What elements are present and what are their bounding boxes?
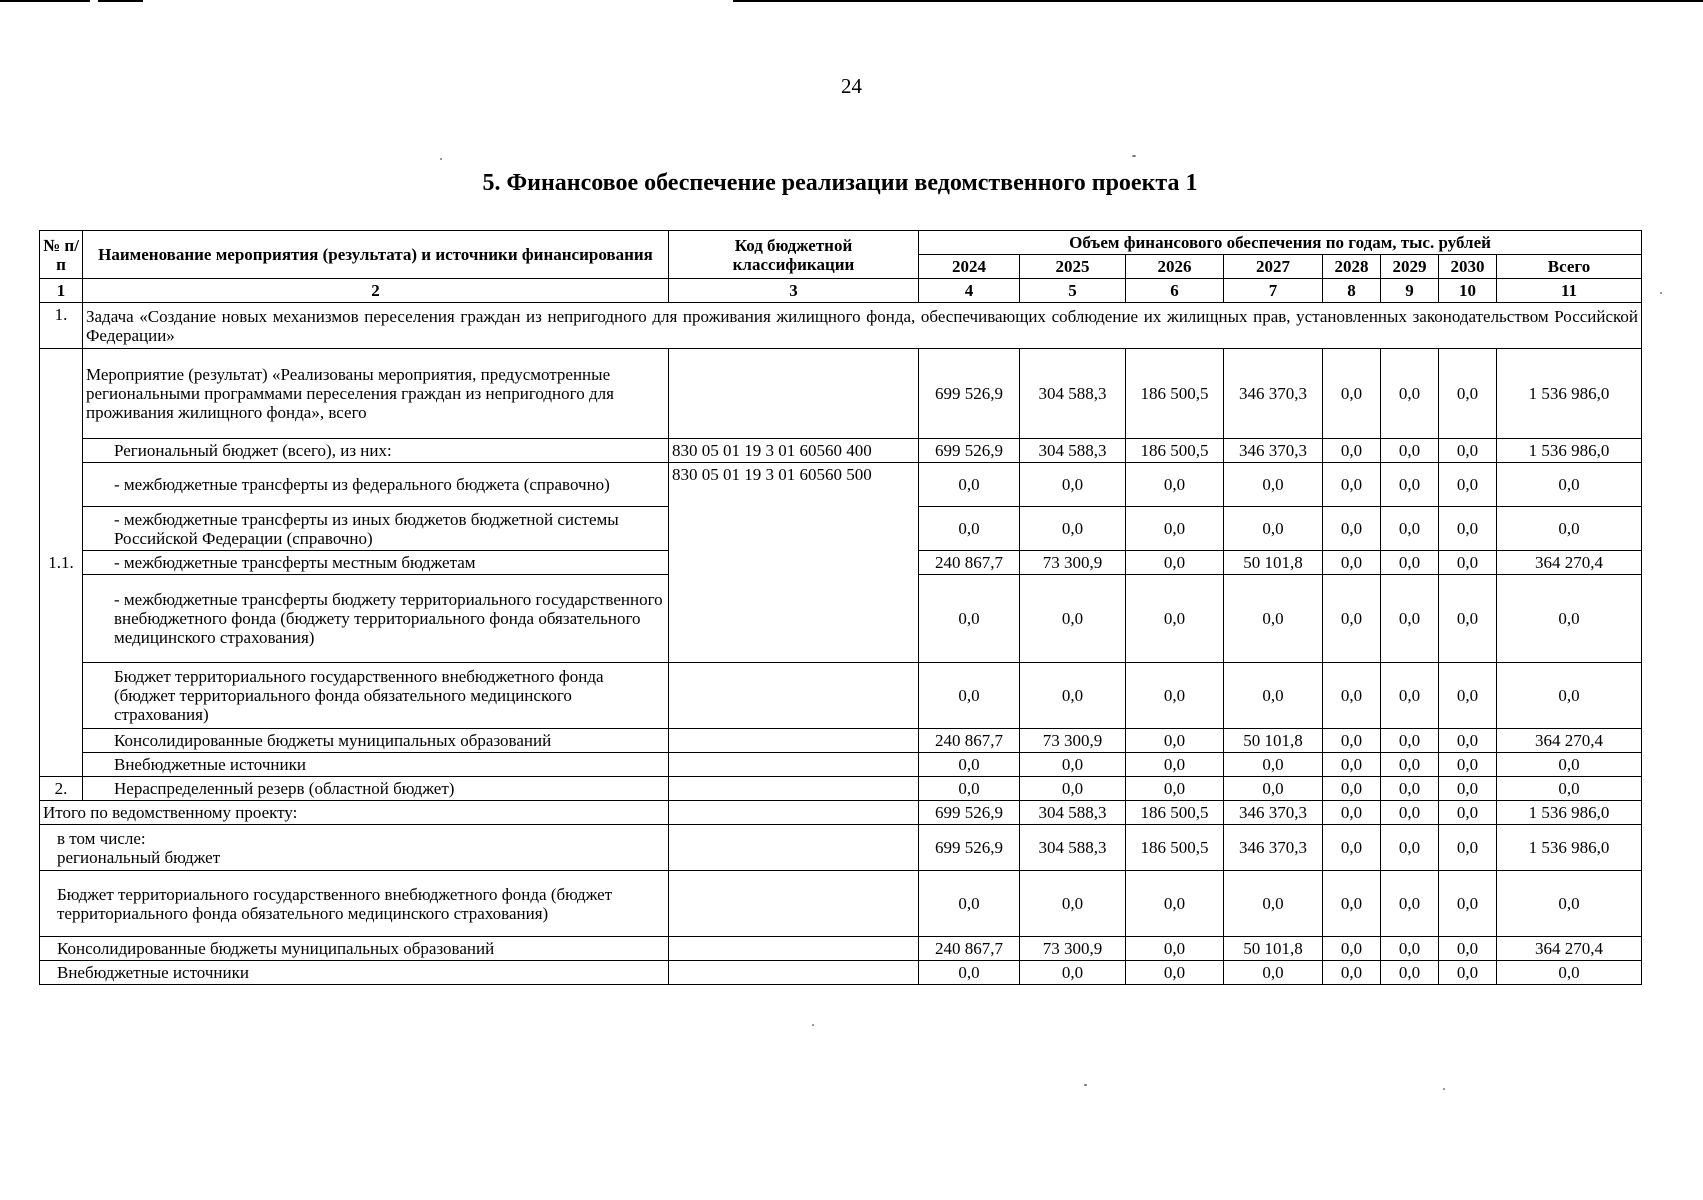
value-cell: 0,0 — [1323, 825, 1381, 871]
value-cell: 0,0 — [1020, 777, 1126, 801]
value-cell: 0,0 — [1224, 575, 1323, 663]
value-cell: 1 536 986,0 — [1497, 825, 1642, 871]
code-cell — [669, 729, 919, 753]
header-year: Всего — [1497, 255, 1642, 279]
value-cell: 186 500,5 — [1126, 825, 1224, 871]
value-cell: 0,0 — [1497, 961, 1642, 985]
value-cell: 50 101,8 — [1224, 551, 1323, 575]
value-cell: 0,0 — [1381, 463, 1439, 507]
value-cell: 0,0 — [1439, 937, 1497, 961]
code-cell — [669, 937, 919, 961]
value-cell: 346 370,3 — [1224, 801, 1323, 825]
task-num: 1. — [40, 303, 83, 349]
total-name-line: в том числе: — [57, 828, 146, 848]
column-number: 7 — [1224, 279, 1323, 303]
value-cell: 0,0 — [1224, 777, 1323, 801]
value-cell: 0,0 — [1381, 871, 1439, 937]
total-row — [40, 871, 1642, 937]
value-cell: 0,0 — [1020, 575, 1126, 663]
column-number: 10 — [1439, 279, 1497, 303]
value-cell: 0,0 — [1020, 463, 1126, 507]
value-cell: 0,0 — [1381, 937, 1439, 961]
value-cell: 0,0 — [1323, 777, 1381, 801]
value-cell: 0,0 — [1323, 463, 1381, 507]
value-cell: 0,0 — [1323, 753, 1381, 777]
table-row — [40, 349, 1642, 439]
value-cell: 0,0 — [1497, 463, 1642, 507]
value-cell: 0,0 — [1381, 507, 1439, 551]
table-row — [40, 663, 1642, 729]
value-cell: 0,0 — [1323, 961, 1381, 985]
value-cell: 0,0 — [1126, 551, 1224, 575]
row-name: Региональный бюджет (всего), из них: — [83, 439, 669, 463]
top-rule-left — [0, 0, 90, 2]
value-cell: 73 300,9 — [1020, 729, 1126, 753]
value-cell: 0,0 — [919, 753, 1020, 777]
value-cell: 0,0 — [919, 961, 1020, 985]
value-cell: 0,0 — [1497, 777, 1642, 801]
value-cell: 0,0 — [1020, 753, 1126, 777]
value-cell: 364 270,4 — [1497, 551, 1642, 575]
value-cell: 699 526,9 — [919, 825, 1020, 871]
value-cell: 364 270,4 — [1497, 937, 1642, 961]
value-cell: 0,0 — [1020, 663, 1126, 729]
value-cell: 186 500,5 — [1126, 439, 1224, 463]
code-cell — [669, 871, 919, 937]
value-cell: 50 101,8 — [1224, 937, 1323, 961]
table-row — [40, 439, 1642, 463]
value-cell: 240 867,7 — [919, 729, 1020, 753]
total-name: Итого по ведомственному проекту: — [40, 801, 669, 825]
row-name: Мероприятие (результат) «Реализованы мероприятия, предусмотренные региональными программами переселения граждан из непригодного для проживания жилищного фонда», всего — [83, 349, 669, 439]
column-number: 3 — [669, 279, 919, 303]
header-year: 2026 — [1126, 255, 1224, 279]
value-cell: 50 101,8 — [1224, 729, 1323, 753]
total-row — [40, 937, 1642, 961]
value-cell: 304 588,3 — [1020, 825, 1126, 871]
value-cell: 0,0 — [1323, 801, 1381, 825]
value-cell: 0,0 — [1020, 871, 1126, 937]
header-year: 2027 — [1224, 255, 1323, 279]
code-cell: 830 05 01 19 3 01 60560 500 — [669, 463, 919, 663]
total-row — [40, 825, 1642, 871]
header-year: 2028 — [1323, 255, 1381, 279]
row-name: Консолидированные бюджеты муниципальных образований — [83, 729, 669, 753]
table-row — [40, 777, 1642, 801]
value-cell: 0,0 — [1439, 825, 1497, 871]
value-cell: 0,0 — [1439, 961, 1497, 985]
value-cell: 0,0 — [1497, 575, 1642, 663]
code-cell — [669, 753, 919, 777]
column-number: 8 — [1323, 279, 1381, 303]
value-cell: 1 536 986,0 — [1497, 801, 1642, 825]
section-title: 5. Финансовое обеспечение реализации ведомственного проекта 1 — [482, 170, 1198, 196]
value-cell: 364 270,4 — [1497, 729, 1642, 753]
value-cell: 699 526,9 — [919, 439, 1020, 463]
header-year: 2025 — [1020, 255, 1126, 279]
value-cell: 0,0 — [1224, 753, 1323, 777]
scan-speck — [1132, 155, 1136, 157]
code-cell: 830 05 01 19 3 01 60560 400 — [669, 439, 919, 463]
value-cell: 0,0 — [1381, 439, 1439, 463]
value-cell: 0,0 — [1224, 871, 1323, 937]
value-cell: 0,0 — [1224, 961, 1323, 985]
value-cell: 0,0 — [1381, 575, 1439, 663]
row-name: - межбюджетные трансферты бюджету территориального государственного внебюджетного фонда (бюджету территориального фонда обязательного медицинского страхования) — [83, 575, 669, 663]
code-cell — [669, 663, 919, 729]
value-cell: 0,0 — [1126, 753, 1224, 777]
header-code: Код бюджетной классификации — [669, 231, 919, 279]
value-cell: 0,0 — [919, 575, 1020, 663]
table-row — [40, 463, 1642, 507]
value-cell: 0,0 — [1224, 507, 1323, 551]
value-cell: 304 588,3 — [1020, 439, 1126, 463]
value-cell: 0,0 — [1126, 937, 1224, 961]
value-cell: 0,0 — [1126, 871, 1224, 937]
value-cell: 0,0 — [1439, 439, 1497, 463]
column-number: 11 — [1497, 279, 1642, 303]
value-cell: 0,0 — [1439, 575, 1497, 663]
financing-table — [39, 230, 1642, 985]
column-number: 2 — [83, 279, 669, 303]
column-number: 5 — [1020, 279, 1126, 303]
scan-speck — [812, 1024, 814, 1026]
value-cell: 0,0 — [1224, 463, 1323, 507]
value-cell: 0,0 — [1497, 871, 1642, 937]
column-number: 4 — [919, 279, 1020, 303]
table-row — [40, 753, 1642, 777]
code-cell — [669, 801, 919, 825]
value-cell: 0,0 — [1497, 663, 1642, 729]
column-number: 6 — [1126, 279, 1224, 303]
total-name-line: региональный бюджет — [57, 847, 221, 867]
value-cell: 0,0 — [919, 507, 1020, 551]
row-name: - межбюджетные трансферты из федерального бюджета (справочно) — [83, 463, 669, 507]
header-year: 2030 — [1439, 255, 1497, 279]
total-name: Бюджет территориального государственного внебюджетного фонда (бюджет территориального фонда обязательного медицинского страхования) — [40, 871, 669, 937]
code-cell — [669, 349, 919, 439]
code-cell — [669, 961, 919, 985]
value-cell: 0,0 — [1381, 801, 1439, 825]
value-cell: 0,0 — [1323, 871, 1381, 937]
code-cell — [669, 825, 919, 871]
value-cell: 0,0 — [1126, 961, 1224, 985]
row-name: Внебюджетные источники — [83, 753, 669, 777]
value-cell: 699 526,9 — [919, 349, 1020, 439]
header-num: № п/п — [40, 231, 83, 279]
value-cell: 0,0 — [1126, 663, 1224, 729]
scan-speck — [1660, 292, 1662, 294]
value-cell: 0,0 — [1439, 551, 1497, 575]
value-cell: 73 300,9 — [1020, 551, 1126, 575]
total-row — [40, 961, 1642, 985]
value-cell: 0,0 — [1020, 507, 1126, 551]
value-cell: 1 536 986,0 — [1497, 349, 1642, 439]
value-cell: 0,0 — [1126, 777, 1224, 801]
value-cell: 0,0 — [1439, 871, 1497, 937]
value-cell: 0,0 — [1323, 349, 1381, 439]
value-cell: 0,0 — [1439, 729, 1497, 753]
value-cell: 0,0 — [1126, 463, 1224, 507]
row-num: 2. — [40, 777, 83, 801]
row-name: Нераспределенный резерв (областной бюджет) — [83, 777, 669, 801]
value-cell: 0,0 — [919, 777, 1020, 801]
value-cell: 0,0 — [1020, 961, 1126, 985]
value-cell: 0,0 — [1323, 729, 1381, 753]
value-cell: 0,0 — [1381, 753, 1439, 777]
value-cell: 0,0 — [1126, 507, 1224, 551]
code-cell — [669, 777, 919, 801]
value-cell: 0,0 — [1323, 439, 1381, 463]
value-cell: 240 867,7 — [919, 551, 1020, 575]
scan-speck — [1443, 1088, 1445, 1090]
value-cell: 0,0 — [1439, 753, 1497, 777]
value-cell: 0,0 — [1439, 507, 1497, 551]
value-cell: 0,0 — [1126, 575, 1224, 663]
total-name: Внебюджетные источники — [40, 961, 669, 985]
value-cell: 73 300,9 — [1020, 937, 1126, 961]
header-name: Наименование мероприятия (результата) и источники финансирования — [83, 231, 669, 279]
value-cell: 0,0 — [1439, 349, 1497, 439]
scan-speck — [1084, 1084, 1087, 1086]
value-cell: 186 500,5 — [1126, 349, 1224, 439]
total-name — [40, 825, 669, 871]
value-cell: 240 867,7 — [919, 937, 1020, 961]
section-num: 1.1. — [40, 349, 83, 777]
value-cell: 0,0 — [1381, 825, 1439, 871]
value-cell: 0,0 — [919, 463, 1020, 507]
row-name: - межбюджетные трансферты местным бюджетам — [83, 551, 669, 575]
value-cell: 0,0 — [1439, 463, 1497, 507]
value-cell: 0,0 — [1323, 663, 1381, 729]
value-cell: 0,0 — [919, 871, 1020, 937]
total-row — [40, 801, 1642, 825]
value-cell: 0,0 — [1381, 349, 1439, 439]
header-volume: Объем финансового обеспечения по годам, тыс. рублей — [919, 231, 1642, 255]
top-rule-mid — [98, 0, 143, 2]
value-cell: 346 370,3 — [1224, 349, 1323, 439]
value-cell: 0,0 — [1323, 507, 1381, 551]
header-year: 2029 — [1381, 255, 1439, 279]
value-cell: 0,0 — [1323, 937, 1381, 961]
value-cell: 699 526,9 — [919, 801, 1020, 825]
top-rule-right — [733, 0, 1703, 2]
row-name: - межбюджетные трансферты из иных бюджетов бюджетной системы Российской Федерации (справочно) — [83, 507, 669, 551]
total-name: Консолидированные бюджеты муниципальных образований — [40, 937, 669, 961]
table-row — [40, 729, 1642, 753]
value-cell: 0,0 — [1381, 663, 1439, 729]
task-text: Задача «Создание новых механизмов переселения граждан из непригодного для проживания жилищного фонда, обеспечивающих соблюдение их жилищных прав, установленных законодательством Российской Федерации» — [83, 303, 1642, 349]
header-year: 2024 — [919, 255, 1020, 279]
value-cell: 0,0 — [1381, 961, 1439, 985]
value-cell: 346 370,3 — [1224, 439, 1323, 463]
value-cell: 0,0 — [1381, 551, 1439, 575]
value-cell: 0,0 — [1497, 753, 1642, 777]
column-number: 9 — [1381, 279, 1439, 303]
value-cell: 0,0 — [1497, 507, 1642, 551]
value-cell: 304 588,3 — [1020, 349, 1126, 439]
value-cell: 0,0 — [1224, 663, 1323, 729]
value-cell: 0,0 — [1323, 575, 1381, 663]
column-number: 1 — [40, 279, 83, 303]
value-cell: 346 370,3 — [1224, 825, 1323, 871]
value-cell: 0,0 — [1439, 777, 1497, 801]
value-cell: 0,0 — [1439, 801, 1497, 825]
row-name: Бюджет территориального государственного внебюджетного фонда (бюджет территориального фонда обязательного медицинского страхования) — [83, 663, 669, 729]
page-number: 24 — [841, 74, 862, 98]
value-cell: 304 588,3 — [1020, 801, 1126, 825]
value-cell: 0,0 — [1381, 777, 1439, 801]
value-cell: 0,0 — [1381, 729, 1439, 753]
value-cell: 186 500,5 — [1126, 801, 1224, 825]
scan-speck — [440, 158, 442, 160]
value-cell: 1 536 986,0 — [1497, 439, 1642, 463]
value-cell: 0,0 — [919, 663, 1020, 729]
value-cell: 0,0 — [1126, 729, 1224, 753]
value-cell: 0,0 — [1323, 551, 1381, 575]
value-cell: 0,0 — [1439, 663, 1497, 729]
